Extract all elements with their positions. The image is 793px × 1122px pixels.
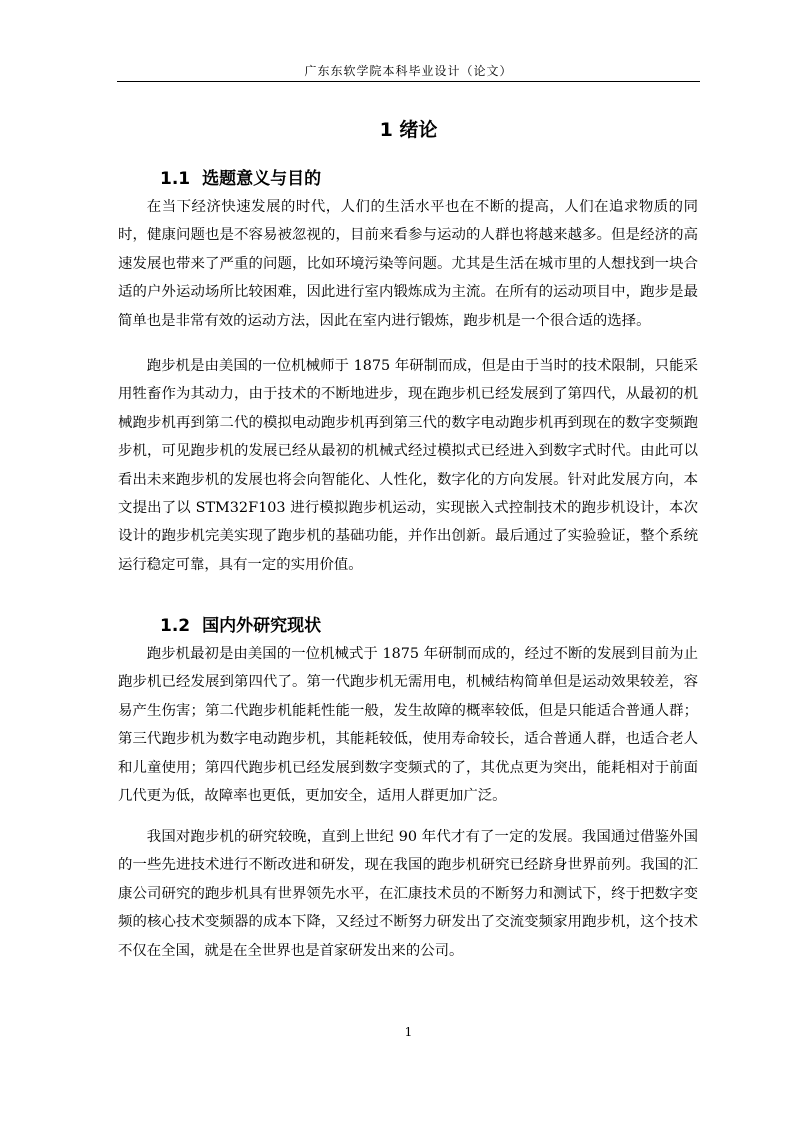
section-title-text: 选题意义与目的 [202,169,322,189]
paragraph: 在当下经济快速发展的时代，人们的生活水平也在不断的提高，人们在追求物质的同时，健康问题也是不容易被忽视的，目前来看参与运动的人群也将越来越多。但是经济的高速发展也带来了严重的问题，比如环境污染等问题。尤其是生活在城市里的人想找到一块合适的户外运动场所比较困难，因此进行室内锻炼成为主流。在所有的运动项目中，跑步是最简单也是非常有效的运动方法，因此在室内进行锻炼，跑步机是一个很合适的选择。 [118,199,698,329]
page-number: 1 [404,1025,413,1039]
section-title-text: 国内外研究现状 [202,616,322,636]
section-heading-1-2 [160,613,321,639]
paragraph: 跑步机是由美国的一位机械师于 1875 年研制而成，但是由于当时的技术限制，只能采用牲畜作为其动力，由于技术的不断地进步，现在跑步机已经发展到了第四代，从最初的机械跑步机再到第二代的模拟电动跑步机再到第三代的数字电动跑步机再到现在的数字变频跑步机，可见跑步机的发展已经从最初的机械式经过模拟式已经进入到数字式时代。由此可以看出未来跑步机的发展也将会向智能化、人性化，数字化的方向发展。针对此发展方向，本文提出了以 STM32F103 进行模拟跑步机运动，实现嵌入式控制技术的跑步机设计，本次设计的跑步机完美实现了跑步机的基础功能，并作出创新。最后通过了实验验证，整个系统运行稳定可靠，具有一定的实用价值。 [118,358,698,573]
running-header: 广东东软学院本科毕业设计（论文） [304,64,513,78]
paragraph: 跑步机最初是由美国的一位机械式于 1875 年研制而成的，经过不断的发展到目前为止跑步机已经发展到第四代了。第一代跑步机无需用电，机械结构简单但是运动效果较差，容易产生伤害；第二代跑步机能耗性能一般，发生故障的概率较低，但是只能适合普通人群；第三代跑步机为数字电动跑步机，其能耗较低，使用寿命较长，适合普通人群，也适合老人和儿童使用；第四代跑步机已经发展到数字变频式的了，其优点更为突出，能耗相对于前面几代更为低，故障率也更低，更加安全，适用人群更加广泛。 [118,646,698,805]
section-number: 1.2 [160,616,191,636]
section-number: 1.1 [160,169,191,189]
header-divider [117,81,700,82]
section-heading-1-1 [160,166,321,192]
chapter-title: 1 绪论 [379,119,438,141]
paragraph: 我国对跑步机的研究较晚，直到上世纪 90 年代才有了一定的发展。我国通过借鉴外国的一些先进技术进行不断改进和研发，现在我国的跑步机研究已经跻身世界前列。我国的汇康公司研究的跑步机具有世界领先水平，在汇康技术员的不断努力和测试下，终于把数字变频的核心技术变频器的成本下降，又经过不断努力研发出了交流变频家用跑步机，这个技术不仅在全国，就是在全世界也是首家研发出来的公司。 [118,829,698,959]
